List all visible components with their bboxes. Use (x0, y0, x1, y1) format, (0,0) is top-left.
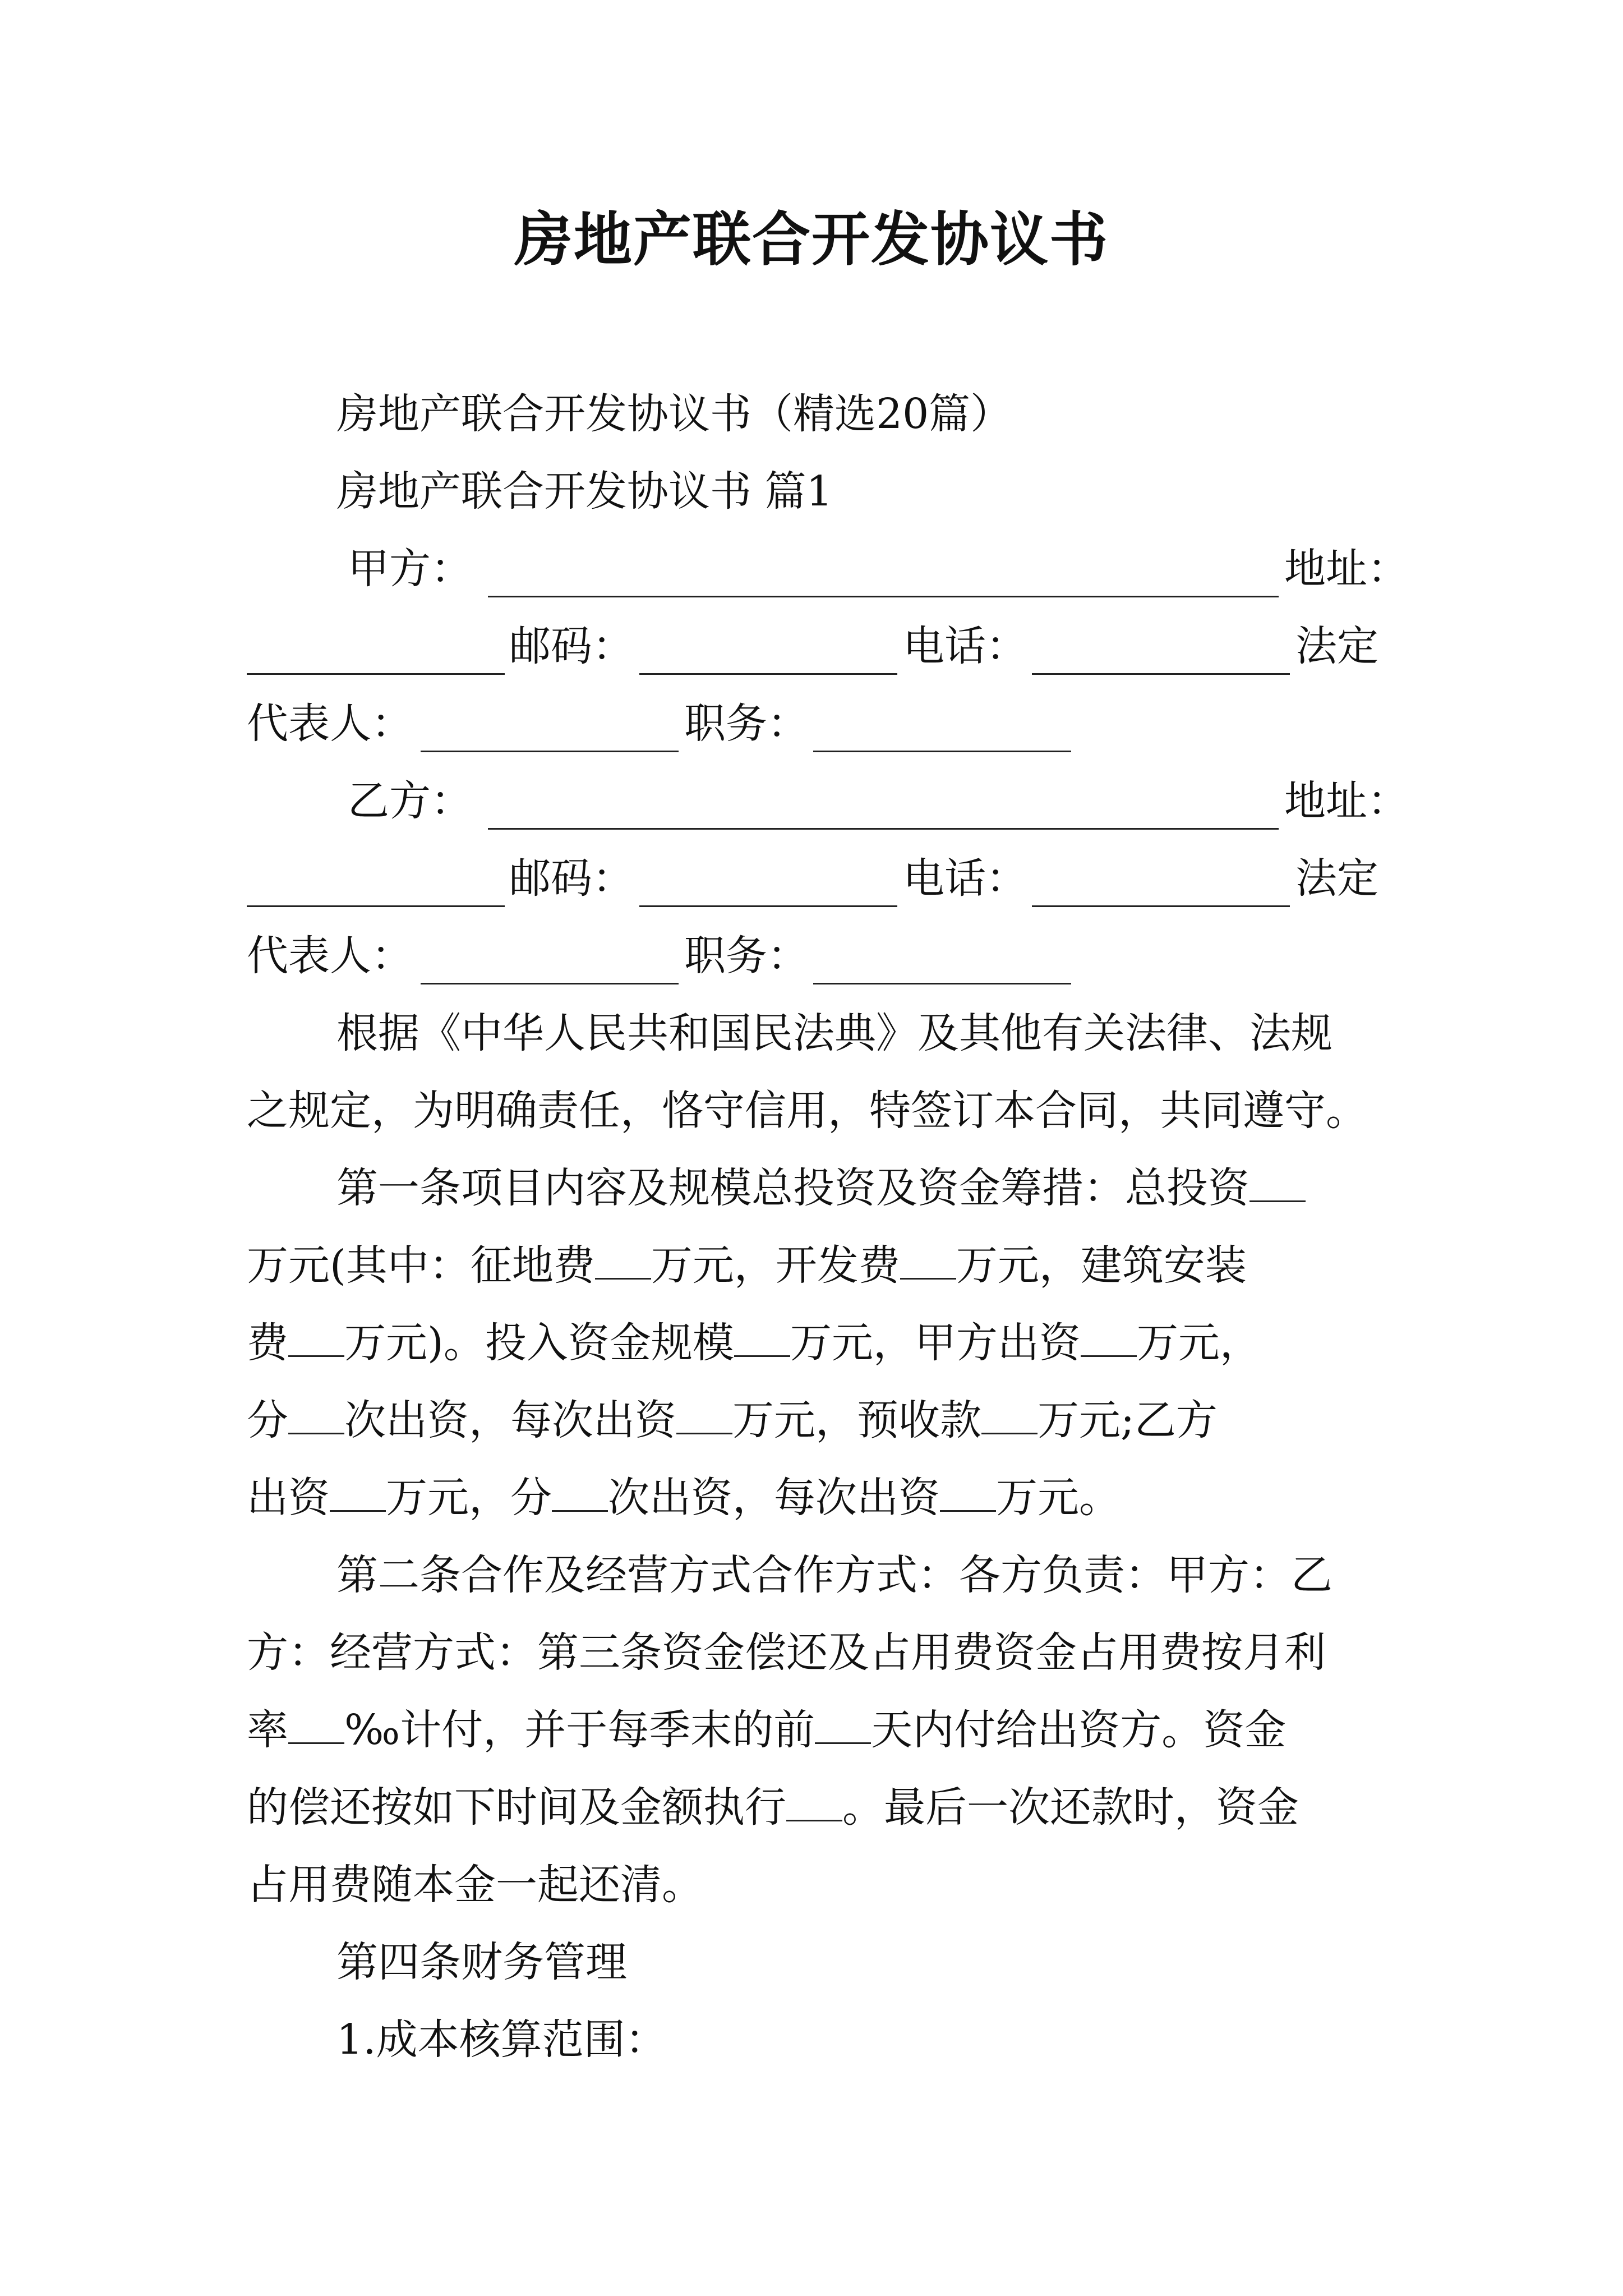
party-b-legal-2: 代表人： (247, 932, 413, 980)
art1-text: 万元，甲方出资 (790, 1319, 1081, 1367)
blank (595, 1267, 651, 1280)
blank (981, 1421, 1038, 1434)
party-b-phone-blank (1032, 894, 1290, 907)
party-b-label: 乙方： (348, 777, 472, 825)
party-b-position-label: 职务： (684, 932, 809, 980)
art1-text: 出资 (247, 1474, 330, 1522)
section-heading: 房地产联合开发协议书 篇1 (336, 467, 833, 516)
article-2-line-1: 第二条合作及经营方式合作方式：各方负责：甲方：乙 (336, 1551, 1332, 1599)
art1-text: 万元。 (996, 1474, 1121, 1522)
party-a-phone-label: 电话： (903, 622, 1027, 670)
article-2-line-5: 占用费随本金一起还清。 (247, 1861, 703, 1909)
art1-text: 分 (247, 1396, 288, 1444)
article-1-line-1 (336, 1162, 1306, 1214)
blank (815, 1731, 871, 1744)
party-b-legal-blank (421, 972, 679, 984)
article-1-line-5 (247, 1472, 1121, 1524)
art1-text: 万元，建筑安装 (956, 1241, 1247, 1290)
art2-text: ‰计付，并于每季末的前 (344, 1706, 815, 1754)
party-a-legal-2: 代表人： (247, 700, 413, 748)
party-a-position-label: 职务： (684, 700, 809, 748)
art2-text: 率 (247, 1706, 288, 1754)
blank (552, 1499, 608, 1512)
party-b-phone-label: 电话： (903, 854, 1027, 903)
party-a-postcode-label: 邮码： (509, 622, 634, 670)
party-a-address-blank (247, 662, 505, 675)
party-a-legal-1: 法定 (1295, 622, 1378, 670)
blank (288, 1344, 344, 1357)
article-2-line-4 (247, 1782, 1299, 1833)
party-b-address-blank (247, 894, 505, 907)
party-a-label: 甲方： (348, 545, 472, 593)
art1-text: 次出资，每次出资 (344, 1396, 676, 1444)
party-b-postcode-blank (639, 894, 897, 907)
blank (900, 1267, 956, 1280)
party-a-name-blank (488, 585, 1279, 597)
blank (330, 1499, 386, 1512)
party-a-legal-blank (421, 739, 679, 752)
blank (940, 1499, 996, 1512)
art2-text: 的偿还按如下时间及金额执行 (247, 1783, 786, 1832)
party-b-position-blank (813, 972, 1071, 984)
art1-text: 万元，分 (386, 1474, 552, 1522)
party-b-address-label: 地址： (1284, 777, 1409, 825)
party-b-postcode-label: 邮码： (509, 854, 634, 903)
blank (1081, 1344, 1137, 1357)
article-4-item-1: 1.成本核算范围： (336, 2016, 667, 2064)
blank (786, 1809, 842, 1821)
blank (288, 1731, 344, 1744)
art1-text: 次出资，每次出资 (608, 1474, 940, 1522)
subtitle: 房地产联合开发协议书（精选20篇） (336, 390, 1012, 438)
article-4-heading: 第四条财务管理 (336, 1938, 627, 1986)
party-b-legal-1: 法定 (1295, 854, 1378, 903)
art2-text: 。最后一次还款时，资金 (842, 1783, 1299, 1832)
intro-line-2: 之规定，为明确责任，恪守信用，特签订本合同，共同遵守。 (247, 1087, 1367, 1135)
art1-text: 万元，预收款 (732, 1396, 981, 1444)
page-title: 房地产联合开发协议书 (514, 205, 1109, 274)
blank (676, 1421, 732, 1434)
party-b-name-blank (488, 817, 1279, 830)
art1-text: 第一条项目内容及规模总投资及资金筹措：总投资 (336, 1164, 1249, 1212)
party-a-line (348, 543, 472, 595)
art2-text: 天内付给出资方。资金 (871, 1706, 1287, 1754)
article-1-line-2 (247, 1240, 1247, 1291)
party-a-address-label: 地址： (1284, 545, 1409, 593)
blank (1249, 1189, 1306, 1202)
article-2-line-2: 方：经营方式：第三条资金偿还及占用费资金占用费按月利 (247, 1628, 1326, 1677)
blank (734, 1344, 790, 1357)
blank (288, 1421, 344, 1434)
article-2-line-3 (247, 1704, 1286, 1756)
art1-text: 万元，开发费 (651, 1241, 900, 1290)
intro-line-1: 根据《中华人民共和国民法典》及其他有关法律、法规 (336, 1009, 1332, 1057)
party-a-position-blank (813, 739, 1071, 752)
article-1-line-3 (247, 1317, 1261, 1369)
art1-text: 万元(其中：征地费 (247, 1241, 595, 1290)
art1-text: 万元)。投入资金规模 (344, 1319, 734, 1367)
party-a-phone-blank (1032, 662, 1290, 675)
art1-text: 万元， (1136, 1319, 1261, 1367)
art1-text: 费 (247, 1319, 288, 1367)
art1-text: 万元;乙方 (1038, 1396, 1218, 1444)
party-a-postcode-blank (639, 662, 897, 675)
article-1-line-4 (247, 1395, 1218, 1446)
